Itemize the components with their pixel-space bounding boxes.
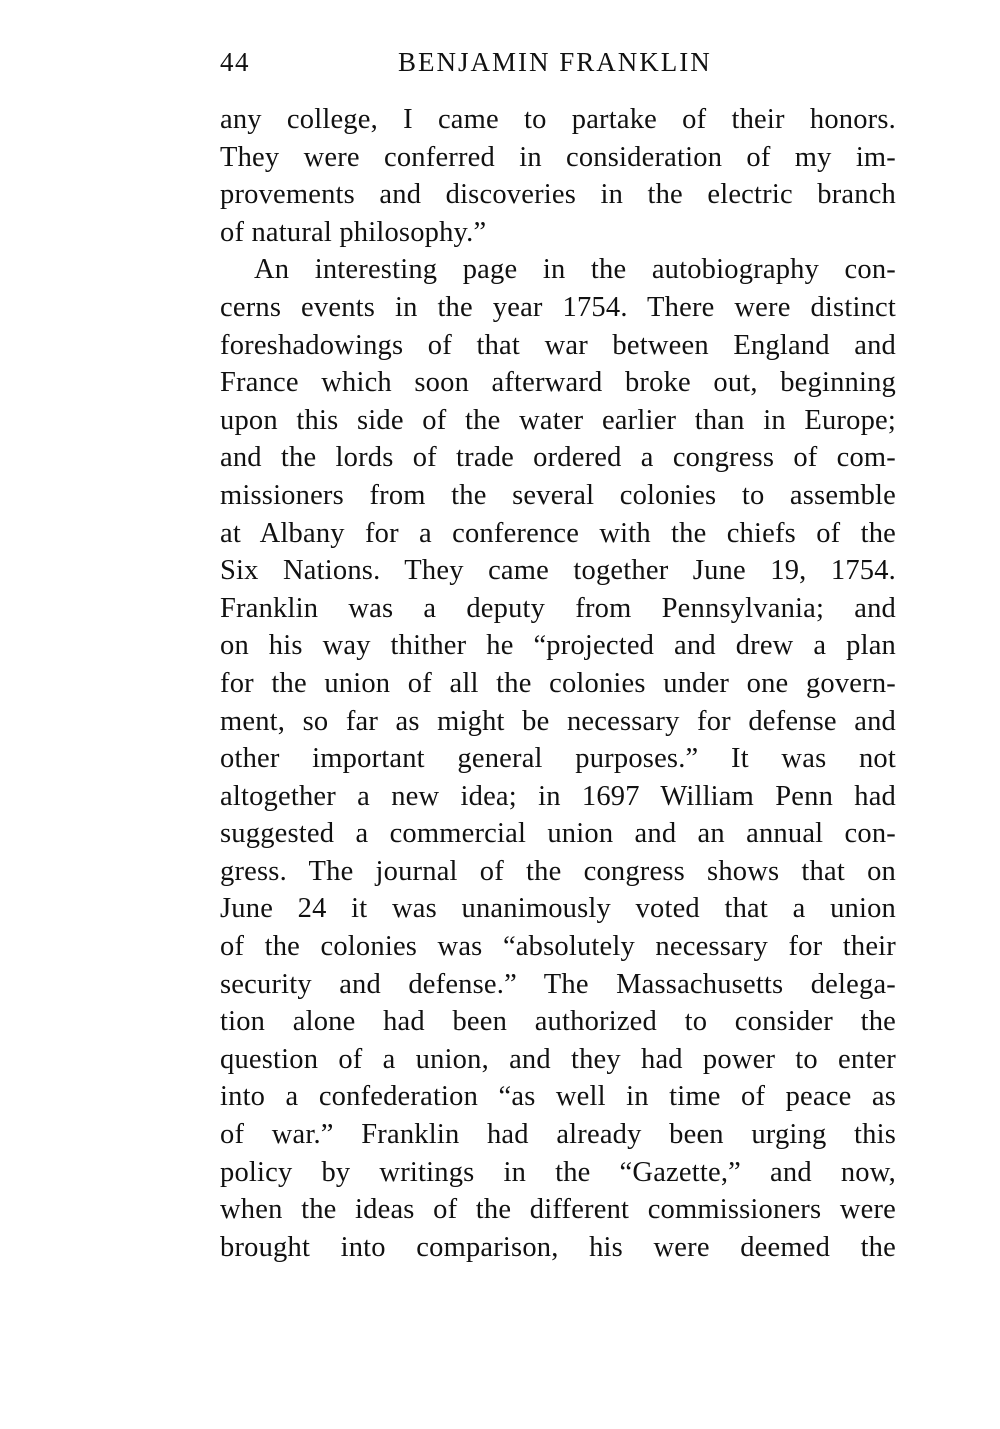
text-line: at Albany for a conference with the chiefs of the (220, 517, 896, 549)
text-line: security and defense.” The Massachusetts delega- (220, 968, 896, 1000)
text-line: brought into comparison, his were deemed the (220, 1231, 896, 1263)
text-line: They were conferred in consideration of my im- (220, 141, 896, 173)
text-line: gress. The journal of the congress shows that on (220, 855, 896, 887)
text-line: into a confederation “as well in time of peace as (220, 1081, 896, 1113)
text-line: cerns events in the year 1754. There were distinct (220, 291, 896, 323)
paragraph-2 (220, 251, 896, 1266)
text-line: ment, so far as might be necessary for defense and (220, 705, 896, 737)
text-line: Franklin was a deputy from Pennsylvania; and (220, 592, 896, 624)
text-line: Six Nations. They came together June 19, 1754. (220, 555, 896, 587)
paragraph-1 (220, 101, 896, 251)
running-title: BENJAMIN FRANKLIN (398, 47, 712, 77)
text-line: June 24 it was unanimously voted that a union (220, 893, 896, 925)
text-line: An interesting page in the autobiography con- (254, 254, 896, 286)
running-head (220, 44, 896, 80)
text-line: when the ideas of the different commissioners were (220, 1194, 896, 1226)
text-line: suggested a commercial union and an annual con- (220, 818, 896, 850)
text-line: tion alone had been authorized to consider the (220, 1006, 896, 1038)
text-line: question of a union, and they had power to enter (220, 1043, 896, 1075)
text-line: upon this side of the water earlier than in Europe; (220, 404, 896, 436)
text-line: France which soon afterward broke out, beginning (220, 367, 896, 399)
text-line: of natural philosophy.” (220, 216, 487, 248)
text-line: policy by writings in the “Gazette,” and now, (220, 1156, 896, 1188)
page-number: 44 (220, 47, 250, 77)
text-line: any college, I came to partake of their honors. (220, 104, 896, 135)
text-line: of war.” Franklin had already been urging this (220, 1119, 896, 1151)
body-text (220, 101, 896, 1266)
text-line: for the union of all the colonies under one govern- (220, 667, 896, 699)
text-line: altogether a new idea; in 1697 William Penn had (220, 780, 896, 812)
text-line: other important general purposes.” It was not (220, 743, 896, 775)
text-line: missioners from the several colonies to assemble (220, 479, 896, 511)
text-line: foreshadowings of that war between England and (220, 329, 896, 361)
text-line: on his way thither he “projected and drew a plan (220, 630, 896, 662)
text-line: and the lords of trade ordered a congress of com- (220, 442, 896, 474)
text-line: provements and discoveries in the electric branch (220, 179, 896, 211)
text-line: of the colonies was “absolutely necessary for their (220, 931, 896, 963)
